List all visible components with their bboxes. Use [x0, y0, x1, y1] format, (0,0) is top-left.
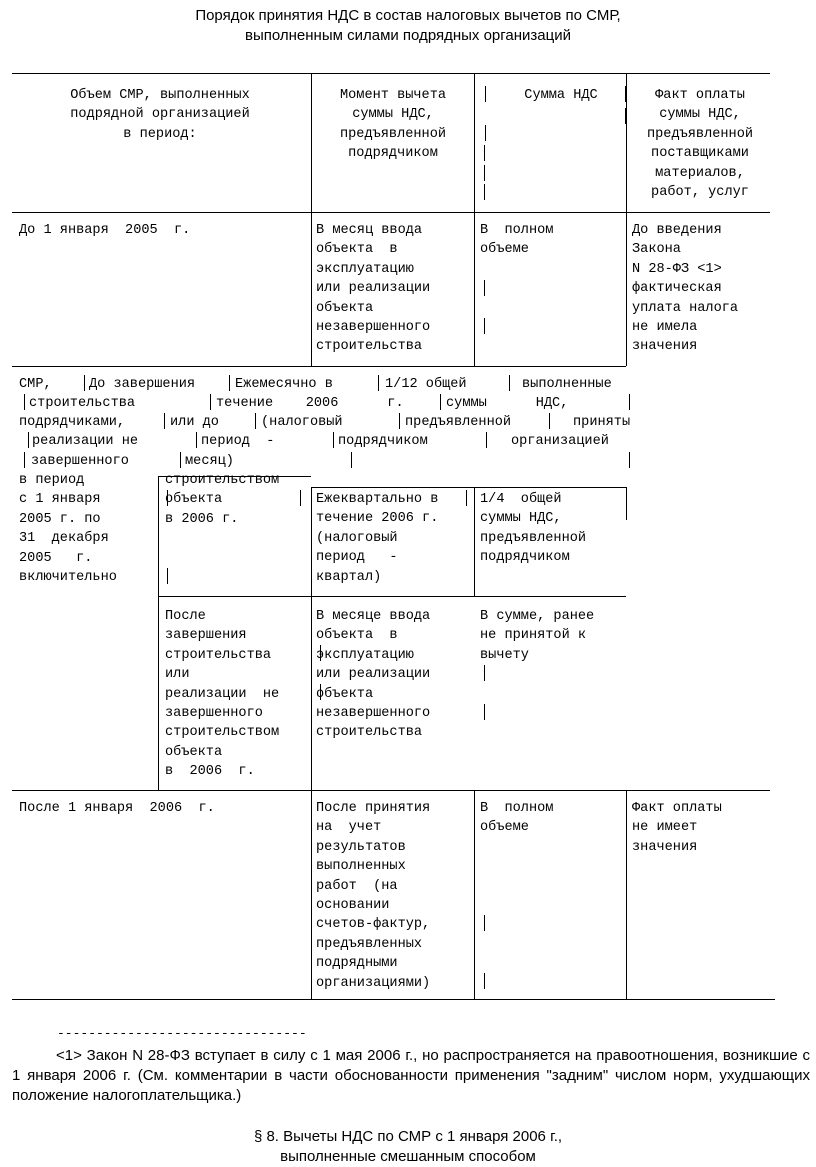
header-bottom-rule — [12, 212, 770, 213]
row3-fact-line: не имеет — [632, 820, 698, 836]
col-border — [626, 790, 627, 999]
col-border — [474, 487, 475, 596]
row2-sub1-moment-line: период - — [316, 550, 398, 566]
table-border-fragment — [484, 915, 485, 931]
table-border-fragment — [625, 108, 626, 124]
table-border-fragment — [440, 394, 441, 410]
table-border-fragment — [484, 184, 485, 200]
row2-sub2-amount-line: В сумме, ранее — [480, 609, 595, 624]
col-border — [626, 487, 627, 520]
header-fact-line: предъявленной — [646, 126, 754, 142]
header-volume-line: подрядной организацией — [70, 107, 250, 123]
row2-sub2-moment-line: или реализации — [316, 667, 431, 683]
table-border-fragment — [167, 568, 168, 584]
table-border-fragment — [485, 125, 486, 141]
row3-moment-line: подрядными — [316, 956, 398, 972]
table-border-fragment — [629, 452, 630, 468]
header-fact-line: работ, услуг — [651, 185, 749, 200]
row2-text: организацией — [511, 434, 609, 449]
row3-moment-line: выполненных — [316, 859, 406, 875]
row2-sub2-when-line: завершения — [165, 628, 247, 644]
row2-sub-rule-c — [158, 596, 626, 597]
document-title — [0, 6, 816, 46]
row2-period-line: в период — [19, 473, 85, 488]
row2-sub1-when-line: объекта — [165, 492, 223, 508]
row3-fact-line: значения — [632, 839, 698, 855]
row1-moment-line: объекта в — [316, 242, 398, 258]
col-border — [158, 476, 159, 790]
header-moment-line: предъявленной — [339, 126, 447, 142]
row2-sub1-moment-line: квартал) — [316, 569, 382, 585]
row2-sub1-moment-line: течение 2006 г. — [316, 511, 439, 527]
row2-text: завершенного — [31, 454, 129, 469]
row2-text: предъявленной — [405, 415, 512, 430]
row2-text: течение 2006 г. — [216, 396, 404, 411]
row1-moment-line: объекта — [316, 300, 374, 316]
footnote-text: <1> Закон N 28-ФЗ вступает в силу с 1 мая 2006 г., но распространяется на правоотношения, возникшие с 1 января 2006 г. (См. комментарии в части обоснованности применения "задним" числом норм, ухудшающих положение налогоплательщика.) — [12, 1047, 810, 1104]
table-border-fragment — [180, 452, 181, 468]
section-heading-line-2: выполненные смешанным способом — [280, 1148, 536, 1165]
title-line-1: Порядок принятия НДС в состав налоговых вычетов по СМР, — [195, 7, 621, 24]
table-top-rule — [12, 73, 770, 74]
header-fact-line: материалов, — [655, 165, 745, 181]
row2-text: или до — [170, 415, 219, 430]
header-fact-line: Факт оплаты — [655, 88, 745, 103]
header-fact-line: поставщиками — [651, 146, 749, 162]
row3-moment-line: на учет — [316, 820, 382, 836]
row3-fact-line: Факт оплаты — [632, 801, 722, 816]
row1-moment-line: эксплуатацию — [316, 261, 414, 277]
row1-moment-line: или реализации — [316, 281, 431, 297]
row3-moment-line: основании — [316, 898, 390, 913]
row3-moment-line: организациями) — [316, 975, 431, 991]
header-volume-line: Объем СМР, выполненных — [70, 88, 250, 103]
row2-sub2-when-line: объекта — [165, 744, 223, 760]
row2-sub2-amount-line: не принятой к — [480, 628, 587, 644]
row1-moment-line: незавершенного — [316, 320, 431, 335]
table-border-fragment — [255, 413, 256, 429]
table-border-fragment — [484, 318, 485, 334]
row1-fact-line: значения — [632, 339, 698, 355]
table-border-fragment — [625, 86, 626, 102]
row2-text: месяц) — [185, 454, 234, 469]
table-bottom-rule — [12, 999, 775, 1000]
row2-text: приняты — [573, 415, 631, 430]
row2-text: период - — [201, 434, 275, 449]
table-border-fragment — [300, 490, 301, 506]
header-moment-line: подрядчиком — [348, 146, 438, 162]
footnote — [12, 1046, 810, 1106]
row1-period: До 1 января 2005 г. — [19, 223, 191, 238]
row2-period-line: 2005 г. — [19, 550, 93, 566]
table-border-fragment — [333, 432, 334, 448]
row2-sub1-amount-line: 1/4 общей — [480, 492, 562, 507]
section-heading-line-1: § 8. Вычеты НДС по СМР с 1 января 2006 г., — [253, 1128, 563, 1145]
row2-sub1-amount-line: предъявленной — [480, 530, 587, 546]
table-border-fragment — [320, 645, 321, 661]
row2-text: 1/12 общей — [385, 377, 467, 392]
header-fact-line: суммы НДС, — [659, 107, 741, 123]
row3-moment-line: результатов — [316, 839, 406, 855]
row1-fact-line: фактическая — [632, 281, 722, 297]
row2-text: СМР, — [19, 377, 52, 392]
row2-text: выполненные — [522, 377, 612, 392]
table-border-fragment — [196, 432, 197, 448]
row2-period-line: 2005 г. по — [19, 511, 101, 527]
table-border-fragment — [229, 375, 230, 391]
row2-sub-rule-b — [311, 487, 626, 488]
row2-sub2-amount-line: вычету — [480, 647, 529, 663]
table-border-fragment — [484, 145, 485, 161]
table-border-fragment — [484, 280, 485, 296]
row1-amount-line: В полном — [480, 223, 554, 238]
row3-moment-line: счетов-фактур, — [316, 917, 431, 933]
row2-sub1-moment-line: (налоговый — [316, 530, 398, 546]
row2-sub2-moment-line: В месяце ввода — [316, 609, 431, 624]
row1-amount-line: объеме — [480, 242, 529, 258]
table-border-fragment — [320, 684, 321, 700]
table-border-fragment — [164, 413, 165, 429]
col-border — [311, 790, 312, 999]
header-volume-line: в период: — [123, 126, 197, 142]
table-border-fragment — [509, 375, 510, 391]
row1-moment-line: строительства — [316, 339, 423, 355]
row2-text: суммы НДС, — [446, 396, 569, 411]
row2-text: подрядчиками, — [19, 415, 126, 430]
row2-sub2-when-line: После — [165, 609, 206, 624]
table-border-fragment — [351, 452, 352, 468]
row2-sub2-moment-line: строительства — [316, 725, 423, 741]
table-border-fragment — [399, 413, 400, 429]
row2-sub2-moment-line: объекта — [316, 686, 374, 702]
row2-sub2-moment-line: эксплуатацию — [316, 647, 414, 663]
row3-amount-line: объеме — [480, 820, 529, 836]
table-border-fragment — [484, 704, 485, 720]
row2-sub2-when-line: или — [165, 667, 190, 683]
row3-amount-line: В полном — [480, 801, 554, 816]
row2-text: До завершения — [89, 377, 196, 392]
header-moment-line: суммы НДС, — [352, 107, 434, 123]
row2-period-line: с 1 января — [19, 492, 101, 508]
table-border-fragment — [24, 452, 25, 468]
table-border-fragment — [24, 394, 25, 410]
row2-sub1-amount-line: суммы НДС, — [480, 511, 562, 527]
row2-period-line: включительно — [19, 570, 117, 585]
row2-text: подрядчиком — [338, 434, 428, 449]
row2-text: (налоговый — [261, 415, 343, 430]
row1-fact-line: уплата налога — [632, 300, 739, 316]
row2-text: Ежемесячно в — [235, 377, 333, 392]
row2-sub2-when-line: в 2006 г. — [165, 764, 255, 780]
header-moment-line: Момент вычета — [339, 88, 447, 103]
col-border — [311, 487, 312, 790]
row2-sub2-when-line: завершенного — [165, 706, 263, 721]
table-border-fragment — [484, 665, 485, 681]
col-border — [474, 73, 475, 366]
row2-sub1-moment-line: Ежеквартально в — [316, 492, 439, 507]
title-line-2: выполненным силами подрядных организаций — [245, 27, 571, 44]
row3-moment-line: работ (на — [316, 878, 398, 894]
row2-sub2-when-line: реализации не — [165, 686, 280, 702]
row3-period: После 1 января 2006 г. — [19, 801, 215, 816]
row2-sub2-moment-line: незавершенного — [316, 706, 431, 721]
table-border-fragment — [84, 375, 85, 391]
table-border-fragment — [486, 432, 487, 448]
table-border-fragment — [485, 86, 486, 102]
row2-text: реализации не — [32, 434, 139, 449]
col-border — [474, 790, 475, 999]
row1-fact-line: N 28-ФЗ <1> — [632, 261, 722, 277]
table-border-fragment — [167, 490, 168, 506]
table-border-fragment — [210, 394, 211, 410]
footnote-separator: -------------------------------- — [57, 1026, 307, 1041]
row1-fact-line: Закона — [632, 242, 681, 258]
col-border — [626, 73, 627, 366]
row2-sub1-when-line: строительством — [165, 473, 280, 488]
row2-period-line: 31 декабря — [19, 531, 109, 547]
row3-moment-line: После принятия — [316, 801, 431, 816]
table-border-fragment — [466, 490, 467, 506]
row2-sub2-when-line: строительства — [165, 647, 272, 663]
row2-sub2-when-line: строительством — [165, 725, 280, 741]
table-border-fragment — [484, 165, 485, 181]
row2-text: строительства — [29, 396, 136, 411]
section-heading — [0, 1127, 816, 1167]
row1-bottom-rule — [12, 366, 626, 367]
row2-sub1-amount-line: подрядчиком — [480, 550, 570, 566]
row1-moment-line: В месяц ввода — [316, 223, 423, 238]
table-border-fragment — [378, 375, 379, 391]
header-amount-line: Сумма НДС — [524, 88, 598, 103]
row2-bottom-rule — [12, 790, 770, 791]
table-border-fragment — [549, 413, 550, 429]
table-border-fragment — [484, 973, 485, 989]
row2-sub2-moment-line: объекта в — [316, 628, 398, 644]
table-border-fragment — [629, 394, 630, 410]
row3-moment-line: предъявленных — [316, 936, 423, 952]
row1-fact-line: До введения — [632, 223, 722, 238]
row2-sub1-when-line: в 2006 г. — [165, 511, 239, 527]
col-border — [311, 73, 312, 366]
row1-fact-line: не имела — [632, 320, 698, 335]
table-border-fragment — [28, 432, 29, 448]
